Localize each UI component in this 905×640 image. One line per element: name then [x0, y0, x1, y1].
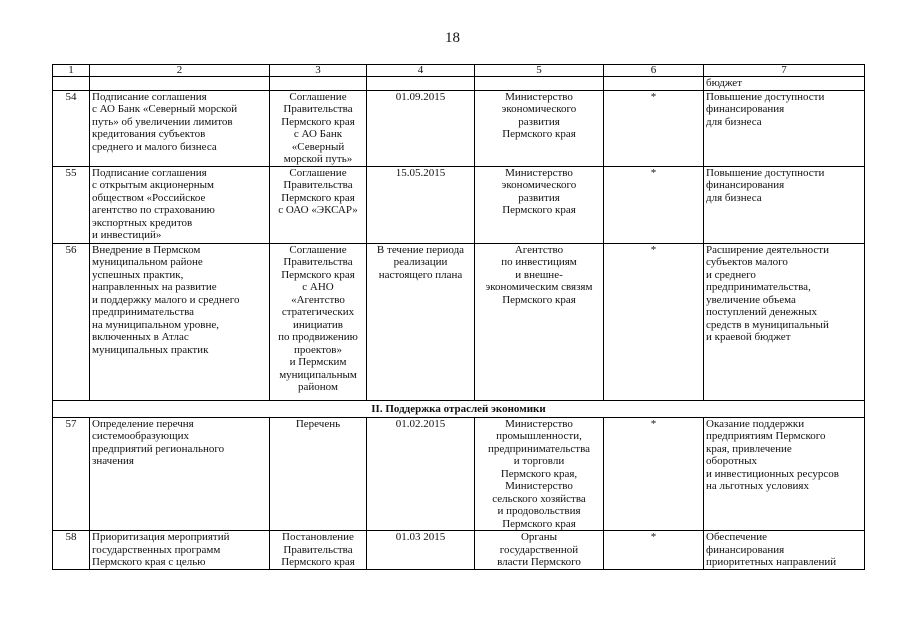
executor-cell: Министерство экономического развития Пермского края — [475, 166, 604, 243]
page-number: 18 — [445, 30, 460, 46]
table-row — [53, 531, 865, 570]
document-cell: Перечень — [270, 417, 367, 531]
table-row — [53, 243, 865, 400]
document-cell: Соглашение Правительства Пермского края с ОАО «ЭКСАР» — [270, 166, 367, 243]
date-cell: 01.03 2015 — [367, 531, 475, 570]
column-number: 4 — [367, 65, 475, 77]
document-cell: Постановление Правительства Пермского края — [270, 531, 367, 570]
measure-cell: Подписание соглашения с АО Банк «Северный морской путь» об увеличении лимитов кредитования субъектов среднего и малого бизнеса — [90, 90, 270, 166]
measure-cell: Определение перечня системообразующих предприятий регионального значения — [90, 417, 270, 531]
section-heading-row — [53, 400, 865, 417]
measure-cell: Внедрение в Пермском муниципальном районе успешных практик, направленных на развитие и поддержку малого и среднего предпринимательства на муниципальном уровне, включенных в Атлас муниципальных практик — [90, 243, 270, 400]
column-number: 7 — [704, 65, 865, 77]
document-cell: Соглашение Правительства Пермского края с АНО «Агентство стратегических инициатив по продвижению проектов» и Пермским муниципальным районом — [270, 243, 367, 400]
result-cell: Повышение доступности финансирования для бизнеса — [704, 166, 865, 243]
document-cell: Соглашение Правительства Пермского края с АО Банк «Северный морской путь» — [270, 90, 367, 166]
column-number: 1 — [53, 65, 90, 77]
row-number: 55 — [53, 166, 90, 243]
mark-cell: * — [604, 531, 704, 570]
mark-cell: * — [604, 243, 704, 400]
row-number: 57 — [53, 417, 90, 531]
action-plan-table — [52, 64, 865, 570]
section-title: II. Поддержка отраслей экономики — [53, 400, 865, 417]
continuation-text: бюджет — [704, 77, 865, 91]
date-cell: 01.02.2015 — [367, 417, 475, 531]
mark-cell: * — [604, 90, 704, 166]
date-cell: 15.05.2015 — [367, 166, 475, 243]
measure-cell: Подписание соглашения с открытым акционерным обществом «Российское агентство по страхованию экспортных кредитов и инвестиций» — [90, 166, 270, 243]
executor-cell: Министерство экономического развития Пермского края — [475, 90, 604, 166]
row-number: 58 — [53, 531, 90, 570]
column-number: 2 — [90, 65, 270, 77]
executor-cell: Министерство промышленности, предпринимательства и торговли Пермского края, Министерство сельского хозяйства и продовольствия Пермского края — [475, 417, 604, 531]
column-number: 6 — [604, 65, 704, 77]
mark-cell: * — [604, 166, 704, 243]
date-cell: В течение периода реализации настоящего плана — [367, 243, 475, 400]
column-number: 3 — [270, 65, 367, 77]
table-row — [53, 417, 865, 531]
column-number: 5 — [475, 65, 604, 77]
result-cell: Расширение деятельности субъектов малого и среднего предпринимательства, увеличение объема поступлений денежных средств в муниципальный и краевой бюджет — [704, 243, 865, 400]
measure-cell: Приоритизация мероприятий государственных программ Пермского края с целью — [90, 531, 270, 570]
executor-cell: Агентство по инвестициям и внешне- экономическим связям Пермского края — [475, 243, 604, 400]
date-cell: 01.09.2015 — [367, 90, 475, 166]
result-cell: Обеспечение финансирования приоритетных направлений — [704, 531, 865, 570]
table-row — [53, 90, 865, 166]
continuation-row — [53, 77, 865, 91]
result-cell: Оказание поддержки предприятиям Пермского края, привлечение оборотных и инвестиционных ресурсов на льготных условиях — [704, 417, 865, 531]
table-row — [53, 166, 865, 243]
row-number: 54 — [53, 90, 90, 166]
mark-cell: * — [604, 417, 704, 531]
executor-cell: Органы государственной власти Пермского — [475, 531, 604, 570]
column-numbers-row — [53, 65, 865, 77]
result-cell: Повышение доступности финансирования для бизнеса — [704, 90, 865, 166]
row-number: 56 — [53, 243, 90, 400]
